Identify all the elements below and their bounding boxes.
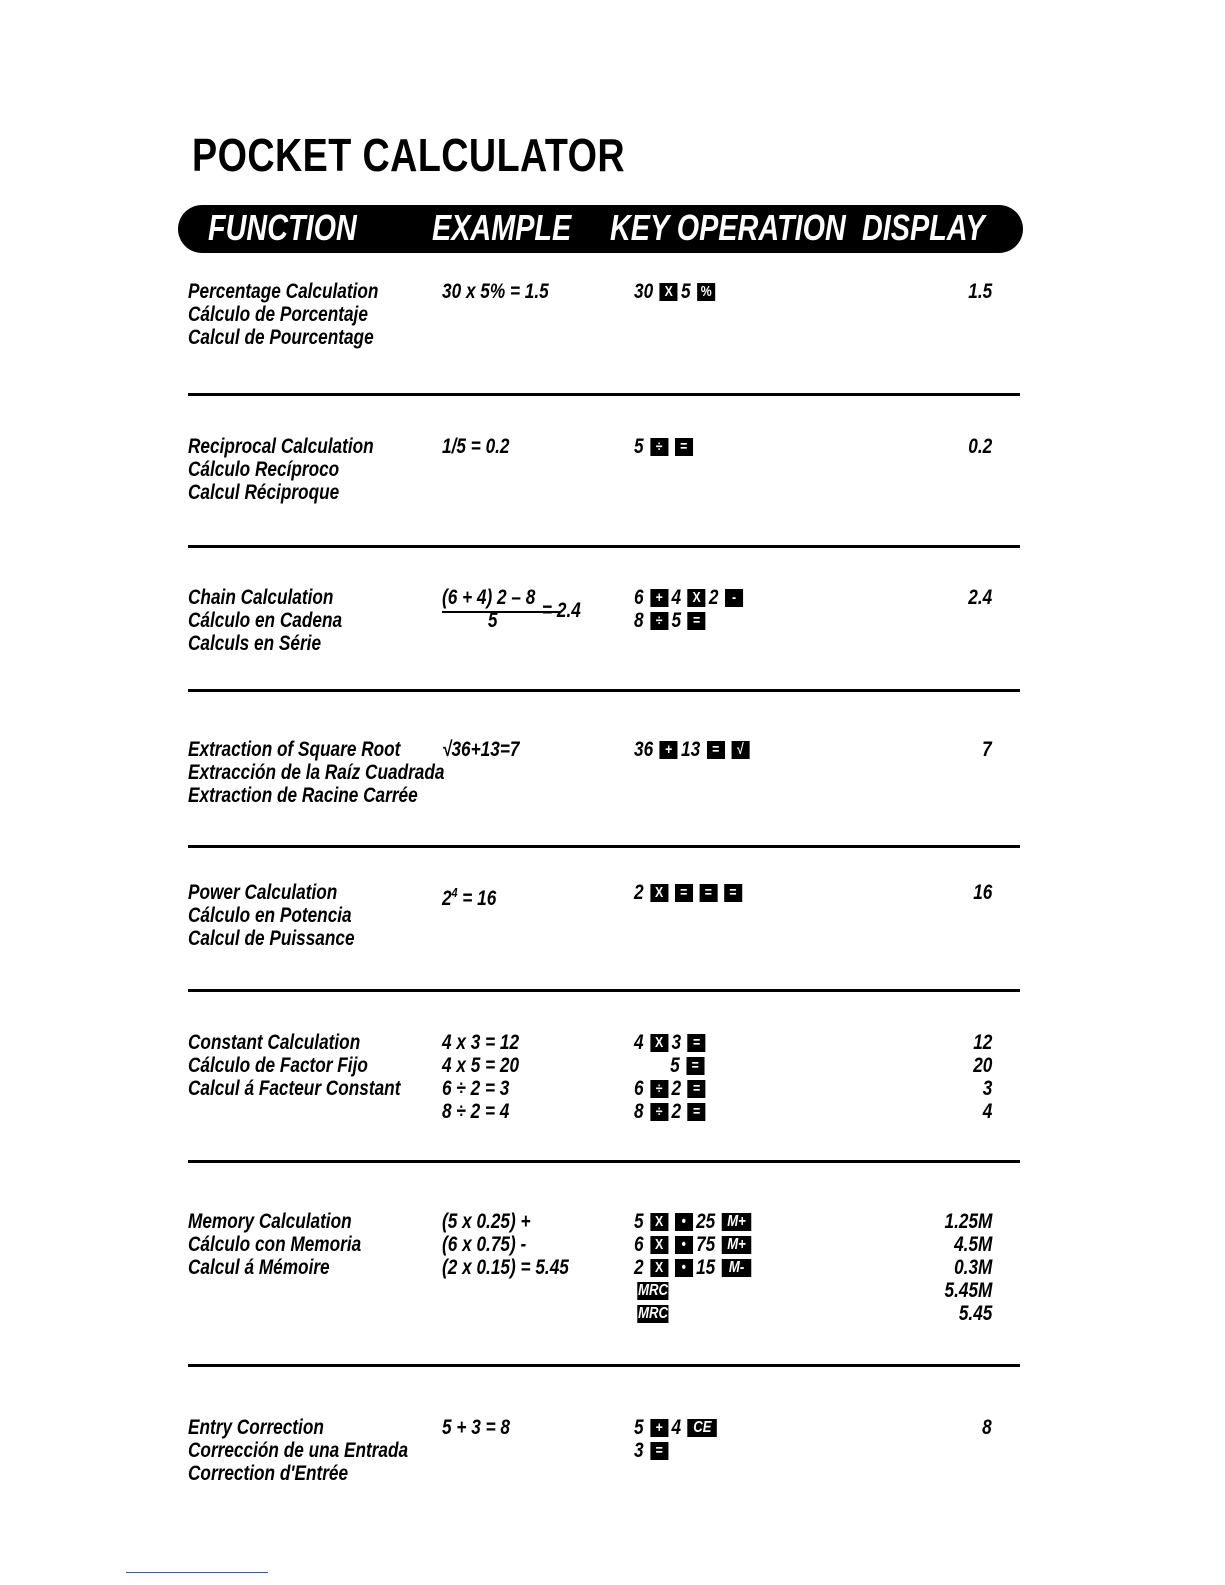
key-sequence <box>634 586 746 609</box>
key-digit: 5 <box>634 1210 644 1233</box>
calculator-key: ÷ <box>650 1103 668 1121</box>
display-line: 8 <box>982 1416 992 1439</box>
key-sequence <box>634 1302 755 1325</box>
row-divider <box>188 545 1020 548</box>
function-label: Chain Calculation <box>188 586 334 609</box>
display-value <box>968 435 992 458</box>
function-label: Cálculo en Potencia <box>188 904 352 927</box>
key-digit: 15 <box>696 1256 716 1279</box>
key-digit: 3 <box>634 1439 644 1462</box>
calculator-key: + <box>650 1419 668 1437</box>
calculator-key: M+ <box>722 1213 752 1231</box>
example <box>442 1031 519 1123</box>
example <box>442 881 497 910</box>
key-sequence <box>634 1031 709 1054</box>
example <box>442 1210 569 1279</box>
display-line: 2.4 <box>968 586 992 609</box>
display-line: 5.45 <box>958 1302 992 1325</box>
example-line <box>442 881 497 910</box>
calculator-key: = <box>675 438 693 456</box>
key-digit: 4 <box>634 1031 644 1054</box>
calculator-key: = <box>724 884 742 902</box>
example-denominator <box>442 599 581 632</box>
key-sequence <box>634 738 753 761</box>
function-label: Calcul de Puissance <box>188 927 355 950</box>
key-sequence <box>634 1233 755 1256</box>
calculator-key: + <box>660 741 678 759</box>
calculator-key: X <box>650 1259 668 1277</box>
calculator-key: MRC <box>638 1304 668 1322</box>
key-sequence <box>634 609 746 632</box>
calculator-key: • <box>675 1213 693 1231</box>
function-label: Cálculo con Memoria <box>188 1233 362 1256</box>
function-label: Constant Calculation <box>188 1031 361 1054</box>
example-line: (2 x 0.15) = 5.45 <box>442 1256 569 1279</box>
display-value <box>944 1210 992 1325</box>
power-base: 2 <box>442 887 452 910</box>
key-digit: 6 <box>634 586 644 609</box>
function-name <box>188 1210 361 1279</box>
display-value <box>973 1031 992 1123</box>
key-digit: 13 <box>681 738 701 761</box>
example-line: √36+13=7 <box>442 738 520 761</box>
display-value <box>982 1416 992 1439</box>
calculator-key: = <box>688 1080 706 1098</box>
example-line: 6 ÷ 2 = 3 <box>442 1077 510 1100</box>
calculator-key: + <box>650 589 668 607</box>
key-digit: 2 <box>671 1100 682 1123</box>
key-operation <box>634 881 745 904</box>
key-digit: 5 <box>681 280 691 303</box>
calculator-key: - <box>725 589 743 607</box>
display-line: 12 <box>972 1031 992 1054</box>
calculator-key: X <box>650 884 668 902</box>
example-line: 5 + 3 = 8 <box>442 1416 510 1439</box>
function-label: Calcul á Mémoire <box>188 1256 330 1279</box>
function-label: Corrección de una Entrada <box>188 1439 409 1462</box>
function-name <box>188 280 378 349</box>
calculator-key: % <box>697 283 715 301</box>
key-sequence <box>634 1439 720 1462</box>
function-label: Cálculo en Cadena <box>188 609 343 632</box>
header-function: FUNCTION <box>208 207 357 248</box>
key-digit: 36 <box>634 738 654 761</box>
function-name <box>188 738 444 807</box>
function-label: Extracción de la Raíz Cuadrada <box>188 761 445 784</box>
function-label: Calcul á Facteur Constant <box>188 1077 401 1100</box>
key-operation <box>634 738 753 761</box>
calculator-key: X <box>650 1034 668 1052</box>
function-label: Calculs en Série <box>188 632 322 655</box>
calculator-key: = <box>675 884 693 902</box>
example <box>442 586 581 632</box>
key-digit: 2 <box>634 881 644 904</box>
footer-rule <box>126 1572 268 1573</box>
example <box>442 435 510 458</box>
key-digit: 5 <box>634 435 644 458</box>
calculator-key: M+ <box>722 1236 752 1254</box>
page-title: POCKET CALCULATOR <box>192 129 626 181</box>
function-label: Cálculo de Porcentaje <box>188 303 368 326</box>
calculator-key: = <box>650 1442 668 1460</box>
display-value <box>968 586 992 609</box>
key-operation <box>634 1210 755 1325</box>
key-operation <box>634 1031 709 1123</box>
function-label: Reciprocal Calculation <box>188 435 374 458</box>
key-sequence <box>634 1256 755 1279</box>
row-divider <box>188 845 1020 848</box>
example-line: 8 ÷ 2 = 4 <box>442 1100 510 1123</box>
key-digit: 2 <box>708 586 719 609</box>
fraction-result: = 2.4 <box>542 599 581 622</box>
fraction-numerator: (6 + 4) 2 – 8 <box>442 586 560 613</box>
key-digit: 6 <box>634 1077 644 1100</box>
row-divider <box>188 1364 1020 1367</box>
key-sequence <box>634 1077 709 1100</box>
calculator-key: X <box>650 1213 668 1231</box>
function-label: Extraction of Square Root <box>188 738 401 761</box>
key-sequence <box>634 1210 755 1233</box>
header-display: DISPLAY <box>862 207 985 248</box>
row-divider <box>188 1160 1020 1163</box>
calculator-key: ÷ <box>650 1080 668 1098</box>
key-sequence <box>634 435 696 458</box>
display-value <box>982 738 992 761</box>
function-name <box>188 1031 400 1100</box>
example-line: (6 x 0.75) - <box>442 1233 527 1256</box>
row-divider <box>188 393 1020 396</box>
function-label: Entry Correction <box>188 1416 324 1439</box>
key-operation <box>634 435 696 458</box>
key-digit: 2 <box>671 1077 682 1100</box>
display-line: 1.5 <box>968 280 992 303</box>
display-value <box>973 881 992 904</box>
calculator-key: = <box>707 741 725 759</box>
key-sequence <box>634 1100 709 1123</box>
key-digit: 8 <box>634 609 644 632</box>
display-line: 20 <box>972 1054 992 1077</box>
calculator-key: MRC <box>638 1281 668 1299</box>
key-sequence <box>634 1054 709 1077</box>
calculator-key: = <box>688 612 706 630</box>
function-label: Cálculo Recíproco <box>188 458 340 481</box>
display-line: 3 <box>982 1077 992 1100</box>
calculator-key: ÷ <box>650 612 668 630</box>
key-sequence <box>634 280 718 303</box>
display-line: 4 <box>982 1100 992 1123</box>
function-label: Cálculo de Factor Fijo <box>188 1054 368 1077</box>
table-header <box>178 205 1023 253</box>
display-line: 0.3M <box>953 1256 992 1279</box>
example-line: (5 x 0.25) + <box>442 1210 531 1233</box>
key-digit: 2 <box>634 1256 644 1279</box>
display-line: 5.45M <box>944 1279 992 1302</box>
calculator-key: √ <box>731 741 749 759</box>
example <box>442 738 519 761</box>
key-digit: 25 <box>696 1210 716 1233</box>
function-label: Power Calculation <box>188 881 338 904</box>
row-divider <box>188 689 1020 692</box>
key-sequence <box>634 1279 755 1302</box>
key-digit: 4 <box>671 586 682 609</box>
key-digit: 6 <box>634 1233 644 1256</box>
example-line: 4 x 5 = 20 <box>442 1054 520 1077</box>
display-value <box>968 280 992 303</box>
function-label: Correction d'Entrée <box>188 1462 349 1485</box>
key-operation <box>634 280 718 303</box>
display-line: 16 <box>972 881 992 904</box>
calculator-key: CE <box>688 1419 718 1437</box>
key-sequence <box>634 881 745 904</box>
function-label: Calcul de Pourcentage <box>188 326 374 349</box>
calculator-key: ÷ <box>650 438 668 456</box>
calculator-key: = <box>699 884 717 902</box>
key-digit: 75 <box>696 1233 716 1256</box>
example <box>442 280 549 303</box>
example-line: 30 x 5% = 1.5 <box>442 280 549 303</box>
header-example: EXAMPLE <box>432 207 572 248</box>
display-line: 7 <box>982 738 992 761</box>
key-digit: 30 <box>634 280 654 303</box>
fraction-denominator: 5 <box>487 609 498 632</box>
function-label: Memory Calculation <box>188 1210 352 1233</box>
key-operation <box>634 1416 720 1462</box>
calculator-key: = <box>688 1034 706 1052</box>
function-label: Extraction de Racine Carrée <box>188 784 418 807</box>
calculator-key: M- <box>722 1259 752 1277</box>
power-result: = 16 <box>457 887 497 910</box>
calculator-key: X <box>650 1236 668 1254</box>
key-digit: 8 <box>634 1100 644 1123</box>
calculator-key: X <box>660 283 678 301</box>
function-label: Percentage Calculation <box>188 280 379 303</box>
row-divider <box>188 989 1020 992</box>
calculator-key: • <box>675 1259 693 1277</box>
example-line: 4 x 3 = 12 <box>442 1031 520 1054</box>
key-digit: 5 <box>670 1054 680 1077</box>
example-line: 1/5 = 0.2 <box>442 435 510 458</box>
key-digit: 5 <box>634 1416 644 1439</box>
display-line: 1.25M <box>944 1210 992 1233</box>
display-line: 4.5M <box>953 1233 992 1256</box>
key-digit: 3 <box>671 1031 682 1054</box>
display-line: 0.2 <box>968 435 992 458</box>
power-exponent: 4 <box>451 885 458 900</box>
key-sequence <box>634 1416 720 1439</box>
function-name <box>188 881 355 950</box>
key-operation <box>634 586 746 632</box>
key-digit: 5 <box>671 609 682 632</box>
function-name <box>188 1416 408 1485</box>
function-name <box>188 586 342 655</box>
example <box>442 1416 510 1439</box>
calculator-key: • <box>675 1236 693 1254</box>
calculator-key: X <box>688 589 706 607</box>
key-digit: 4 <box>671 1416 682 1439</box>
header-key-operation: KEY OPERATION <box>610 207 846 248</box>
calculator-key: = <box>686 1057 704 1075</box>
function-name <box>188 435 374 504</box>
calculator-key: = <box>688 1103 706 1121</box>
function-label: Calcul Réciproque <box>188 481 340 504</box>
